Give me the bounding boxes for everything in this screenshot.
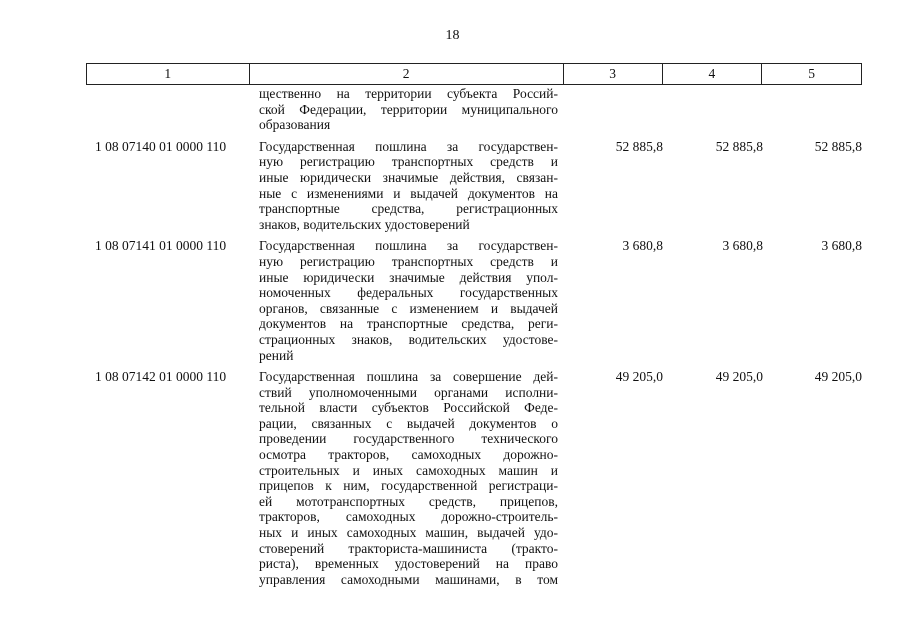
description-line: управления самоходными машинами, в том [259,571,558,587]
value-col-5: 52 885,8 [814,138,862,154]
description-line: осмотра тракторов, самоходных дорожно- [259,447,558,463]
description-line: номоченных федеральных государственных [259,285,558,301]
description [249,238,564,363]
description-line: иные юридически значимые действия, связан- [259,169,558,185]
description-line: рации, связанных с выдачей документов о [259,415,558,431]
description-line: документов на транспортные средства, реги- [259,316,558,332]
description-line: тельной власти субъектов Российской Феде- [259,400,558,416]
description [249,369,564,587]
value-col-4: 52 885,8 [715,138,763,154]
description-line: Государственная пошлина за совершение дей- [259,369,558,385]
column-header-4: 4 [663,64,763,84]
column-header-1: 1 [87,64,250,84]
description-line: ные с изменениями и выдачей документов на [259,185,558,201]
description-line: риста), временных удостоверений на право [259,556,558,572]
description-line: прицепов к ним, государственной регистраци- [259,478,558,494]
description-line: ствий уполномоченными органами исполни- [259,384,558,400]
column-header-5: 5 [808,66,816,81]
description-line: Государственная пошлина за государствен- [259,238,558,254]
description-line: строительных и иных самоходных машин и [259,462,558,478]
description-line: образования [259,117,331,133]
description-line: иные юридически значимые действия упол- [259,269,558,285]
description-line: тракторов, самоходных дорожно-строитель- [259,509,558,525]
value-col-5: 3 680,8 [821,238,862,254]
value-col-3: 3 680,8 [622,238,663,254]
budget-code: 1 08 07141 01 0000 110 [95,238,227,254]
description-line: ей мототранспортных средств, прицепов, [259,493,558,509]
column-header-3: 3 [564,64,663,84]
budget-code: 1 08 07142 01 0000 110 [95,369,227,385]
value-col-4: 49 205,0 [715,369,763,385]
table-row [86,86,862,133]
description-line: проведении государственного технического [259,431,558,447]
description-line: страционных знаков, водительских удостове- [259,331,558,347]
page-number: 18 [445,28,460,43]
table-header [86,63,862,85]
table-row [86,139,862,233]
description-line: ных и иных самоходных машин, выдачей удо- [259,525,558,541]
description-line: Государственная пошлина за государствен- [259,138,558,154]
description [249,139,564,233]
description-line: щественно на территории субъекта Россий- [259,86,558,101]
value-col-3 [564,86,663,133]
value-col-4 [663,86,763,133]
description-line: знаков, водительских удостоверений [259,216,470,232]
description-line: транспортные средства, регистрационных [259,201,558,217]
description-line: рений [259,347,294,363]
description-line: ской Федерации, территории муниципального [259,101,558,117]
value-col-5: 49 205,0 [814,369,862,385]
table-body [86,86,862,587]
value-col-3: 52 885,8 [615,138,663,154]
description-line: стоверений тракториста-машиниста (тракто- [259,540,558,556]
description-line: ную регистрацию транспортных средств и [259,253,558,269]
description-line: ную регистрацию транспортных средств и [259,154,558,170]
value-col-3: 49 205,0 [615,369,663,385]
column-header-2: 2 [250,64,564,84]
description-line: органов, связанные с изменением и выдачей [259,300,558,316]
value-col-4: 3 680,8 [722,238,763,254]
table-row [86,369,862,587]
budget-code: 1 08 07140 01 0000 110 [95,138,227,154]
description [249,86,564,133]
value-col-5 [763,86,862,133]
table-row [86,238,862,363]
budget-code [86,86,249,133]
